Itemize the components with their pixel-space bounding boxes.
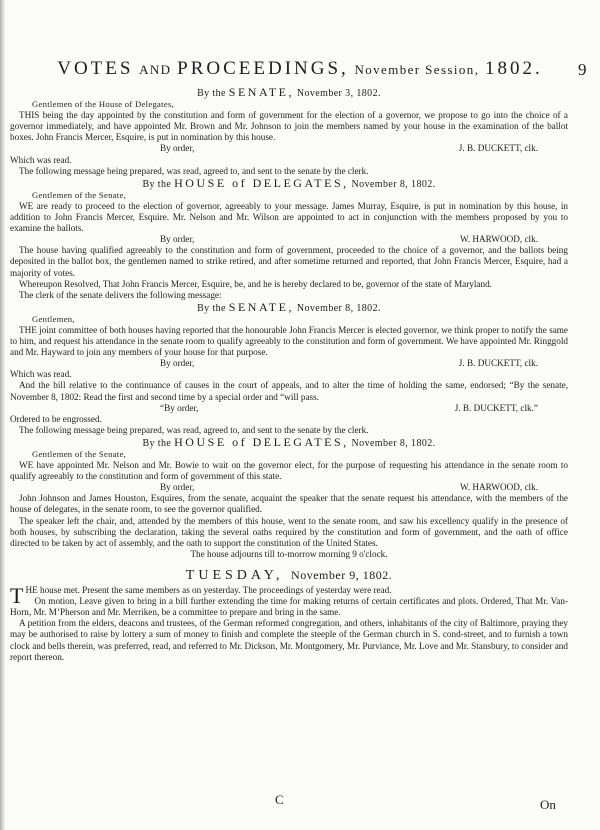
paragraph: THE joint committee of both houses having reported that the honourable John Francis Mercer is elected governor, we think proper to notify the same to him, and request his attendance in the senate room to qualify agreeably to the constitution and form of government. We have appointed Mr. Ringgold and Mr. Hayward to join any members of your house for that purpose. [10, 324, 568, 358]
signature-block [10, 403, 568, 414]
title-and: AND [139, 62, 172, 77]
house-by: By the [197, 302, 226, 314]
page-binding-edge [0, 0, 5, 830]
clerk-name: W. HARWOOD, clk. [459, 234, 538, 245]
title-session: November Session, [354, 62, 480, 77]
house-date: November 8, 1802. [351, 437, 436, 449]
by-order: By order, [160, 143, 195, 154]
paragraph: And the bill relative to the continuance of causes in the court of appeals, and to alter the time of holding the same, endorsed; “By the senate, November 8, 1802: Read the first and second time by a special order and “will pass. [10, 380, 568, 402]
house-name: SENATE, [228, 299, 294, 314]
paragraph: On motion, Leave given to bring in a bill further extending the time for making returns of certain certificates and plots. Ordered, That Mr. Van-Horn, Mr. M’Pherson and Mr. Merriken, be a committee to prepare and bring in the same. [10, 596, 568, 618]
paragraph: Whereupon Resolved, That John Francis Mercer, Esquire, be, and he is hereby declared to be, governor of the state of Maryland. [19, 278, 492, 289]
paragraph: The following message being prepared, was read, agreed to, and sent to the senate by the clerk. [19, 165, 369, 176]
house-heading [10, 87, 568, 99]
house-heading [10, 434, 568, 449]
signature-block [10, 358, 568, 369]
house-date: November 8, 1802. [296, 302, 381, 314]
minute-line: Which was read. [10, 369, 72, 380]
paragraph: The house having qualified agreeably to the constitution and form of government, proceeded to the choice of a governor, and the ballots being deposited in the ballot box, the gentlemen named to strike retired, and after sometime returned and reported, that John Francis Mercer, Esquire, had a majority of votes. [10, 245, 568, 278]
by-order: “By order, [160, 402, 199, 413]
signature-block [10, 143, 568, 154]
paragraph: WE have appointed Mr. Nelson and Mr. Bowie to wait on the governor elect, for the purpose of requesting his attendance in the senate room to qualify agreeably to the constitution and form of government of this state. [10, 460, 568, 482]
title-votes: VOTES [57, 58, 134, 79]
salutation: Gentlemen of the House of Delegates, [32, 99, 175, 110]
day-heading [10, 567, 568, 583]
house-date: November 8, 1802. [351, 178, 436, 190]
signature-block [10, 482, 568, 493]
title-proceedings: PROCEEDINGS, [177, 58, 349, 79]
clerk-name: J. B. DUCKETT, clk. [458, 143, 538, 154]
day-date: November 9, 1802. [291, 567, 393, 582]
paragraph-text: HE house met. Present the same members as on yesterday. The proceedings of yesterday were read. [25, 585, 392, 596]
house-name: HOUSE of DELEGATES, [174, 434, 349, 449]
proceedings-nov-8 [10, 87, 568, 560]
clerk-name: W. HARWOOD, clk. [459, 482, 538, 493]
title-year: 1802. [485, 58, 543, 79]
salutation: Gentlemen of the Senate, [32, 449, 127, 459]
paragraph: The following message being prepared, was read, agreed to, and sent to the senate by the clerk. [19, 424, 369, 435]
proceedings-nov-9 [10, 585, 568, 663]
house-date: November 3, 1802. [296, 88, 381, 99]
house-name: HOUSE of DELEGATES, [174, 175, 349, 190]
house-name: SENATE, [228, 85, 294, 99]
clerk-name: J. B. DUCKETT, clk. [458, 358, 538, 369]
house-by: By the [197, 88, 226, 99]
salutation: Gentlemen, [32, 313, 75, 324]
by-order: By order, [160, 234, 195, 245]
paragraph: The clerk of the senate delivers the following message: [19, 289, 222, 300]
minute-line: Which was read. [10, 154, 72, 165]
house-heading [10, 175, 568, 190]
minute-line: Ordered to be engrossed. [10, 413, 102, 424]
document-body [10, 86, 568, 663]
signature-block [10, 234, 568, 245]
page-footer [10, 792, 580, 822]
drop-cap: T [10, 583, 24, 609]
clerk-name: J. B. DUCKETT, clk.” [454, 402, 538, 413]
by-order: By order, [160, 482, 195, 493]
adjournment-line: The house adjourns till to-morrow morning 9 o'clock. [190, 548, 388, 559]
page-number: 9 [578, 60, 587, 79]
paragraph: The speaker left the chair, and, attended by the members of this house, went to the senate room, and saw his excellency qualify in the presence of both houses, by subscribing the declaration, taking the several oaths required by the constitution and form of government, and the oath of office directed to be taken by act of assembly, and the oath to support the constitution of the United States. [10, 515, 568, 548]
house-by: By the [142, 437, 172, 449]
signature-mark: C [275, 792, 284, 807]
paragraph: WE are ready to proceed to the election of governor, agreeably to your message. James Murray, Esquire, is put in nomination by this house, in addition to John Francis Mercer, Esquire. Mr. Nelson and Mr. Wilson are appointed to act in conjunction with the members proposed by you to examine the ballots. [10, 200, 568, 234]
paragraph: THIS being the day appointed by the constitution and form of government for the election of a governor, we propose to go into the choice of a governor immediately, and have appointed Mr. Brown and Mr. Johnson to join the members named by your house in the examination of the ballot boxes. John Francis Mercer, Esquire, is put in nomination by this house. [10, 110, 568, 143]
paragraph: John Johnson and James Houston, Esquires, from the senate, acquaint the speaker that the senate request his attendance, with the members of the house of delegates, in the senate room, to see the governor qualified. [10, 493, 568, 515]
house-by: By the [142, 178, 172, 190]
running-head [40, 58, 560, 80]
day-name: TUESDAY, [185, 567, 284, 583]
house-heading [10, 299, 568, 314]
paragraph: A petition from the elders, deacons and trustees, of the German reformed congregation, and others, inhabitants of the city of Baltimore, praying they may be authorised to raise by lottery a sum of money to finish and complete the steeple of the German church in S. cond-street, and to furnish a town clock and bells therein, was preferred, read, and referred to Mr. Dickson, Mr. Montgomery, Mr. Purviance, Mr. Love and Mr. Stansbury, to consider and report thereon. [10, 618, 568, 662]
salutation: Gentlemen of the Senate, [32, 189, 127, 200]
by-order: By order, [160, 358, 195, 369]
catchword: On [540, 797, 556, 812]
